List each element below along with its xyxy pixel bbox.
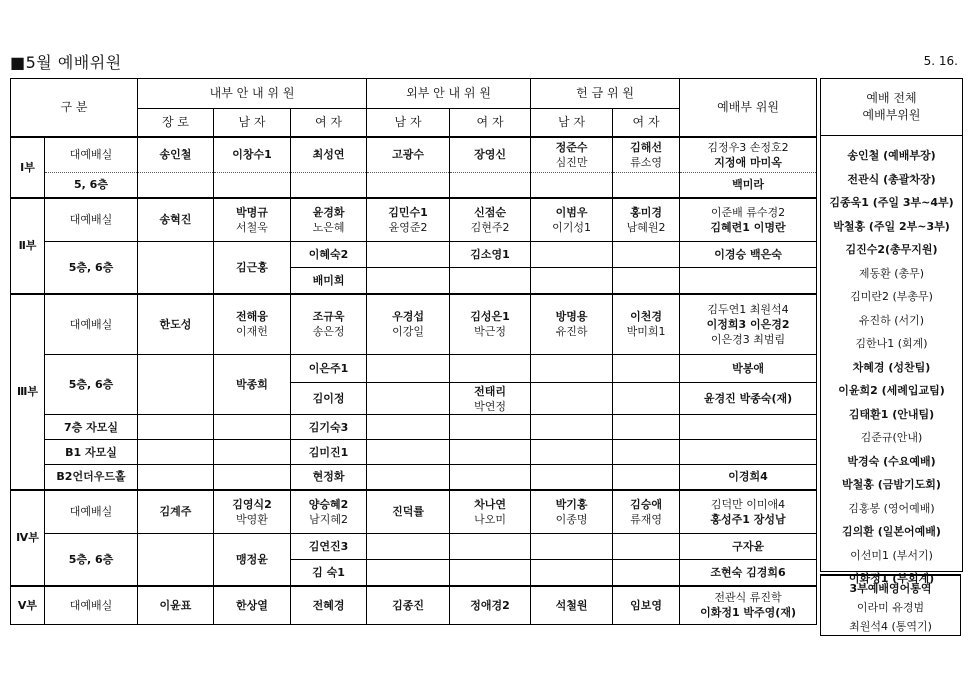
header-category: 구 분 <box>11 79 138 137</box>
committee-list-item: 이선미1 (부서기) <box>850 548 933 562</box>
committee-list-item: 김의환 (일본어예배) <box>842 525 941 538</box>
committee-list-item: 김한나1 (회계) <box>855 337 928 350</box>
inner-female-cell: 현정화 <box>291 465 367 490</box>
header-inner-female: 여 자 <box>291 109 367 137</box>
location-cell: 5층, 6층 <box>45 534 138 586</box>
outer-male-cell: 우경섭 이강일 <box>367 294 450 355</box>
offering-female-cell: 임보영 <box>613 586 680 625</box>
english-interpretation-panel <box>820 574 961 636</box>
offering-female-cell: 홍미경 남혜원2 <box>613 198 680 242</box>
inner-female-cell: 김미진1 <box>291 440 367 465</box>
header-reserve: 예배부 위원 <box>680 79 817 137</box>
outer-male-cell: 진덕률 <box>367 490 450 534</box>
service-label: Ⅴ부 <box>11 586 45 625</box>
elder-cell: 이윤표 <box>138 586 214 625</box>
inner-female-cell: 김이정 <box>291 383 367 415</box>
outer-female-cell: 장영신 <box>450 137 531 173</box>
overall-committee-header: 예배 전체 예배부위원 <box>821 79 962 136</box>
committee-list-item: 김진수2(총무지원) <box>845 243 938 256</box>
outer-male-cell: 김민수1 윤영준2 <box>367 198 450 242</box>
reserve-cell: 조현숙 김경희6 <box>680 560 817 586</box>
inner-male-cell: 박명규 서철욱 <box>214 198 291 242</box>
inner-male-cell: 박종희 <box>214 355 291 415</box>
header-inner: 내부 안 내 위 원 <box>138 79 367 109</box>
inner-female-cell: 배미희 <box>291 268 367 294</box>
committee-list-item: 박경숙 (수요예배) <box>847 454 936 468</box>
inner-female-cell: 전혜경 <box>291 586 367 625</box>
elder-cell: 송인철 <box>138 137 214 173</box>
location-cell: 대예배실 <box>45 198 138 242</box>
committee-list-item: 김태환1 (안내팀) <box>848 407 935 421</box>
inner-female-cell: 양승혜2 남지혜2 <box>291 490 367 534</box>
location-cell: 5층, 6층 <box>45 242 138 294</box>
header-offering: 헌 금 위 원 <box>531 79 680 109</box>
inner-male-cell: 김근홍 <box>214 242 291 294</box>
reserve-cell: 전관식 류진학 이화정1 박주영(재) <box>680 586 817 625</box>
outer-female-cell: 신점순 김현주2 <box>450 198 531 242</box>
header-offering-female: 여 자 <box>613 109 680 137</box>
offering-female-cell: 이천경 박미희1 <box>613 294 680 355</box>
header-outer: 외부 안 내 위 원 <box>367 79 531 109</box>
location-cell: 대예배실 <box>45 294 138 355</box>
inner-female-cell: 김연진3 <box>291 534 367 560</box>
reserve-cell: 구자윤 <box>680 534 817 560</box>
location-cell: 5층, 6층 <box>45 355 138 415</box>
committee-table <box>10 78 817 625</box>
committee-list-item: 제동환 (총무) <box>858 266 925 280</box>
overall-committee-panel <box>820 78 963 585</box>
inner-female-cell: 윤경화 노은혜 <box>291 198 367 242</box>
offering-female-cell: 김해선 류소영 <box>613 137 680 173</box>
offering-female-cell: 김승애 류재영 <box>613 490 680 534</box>
committee-list-item: 박철홍 (주일 2부~3부) <box>833 219 950 233</box>
outer-male-cell: 고광수 <box>367 137 450 173</box>
offering-male-cell: 이범우 이기성1 <box>531 198 613 242</box>
outer-female-cell: 김소영1 <box>450 242 531 268</box>
inner-male-cell: 이창수1 <box>214 137 291 173</box>
header-offering-male: 남 자 <box>531 109 613 137</box>
english-interpretation-device: 최원석4 (통역기) <box>849 620 932 633</box>
location-cell: 대예배실 <box>45 490 138 534</box>
inner-female-cell: 최성연 <box>291 137 367 173</box>
reserve-cell: 이경승 백은숙 <box>680 242 817 268</box>
location-cell: 7층 자모실 <box>45 415 138 440</box>
reserve-cell: 김정우3 손정호2 지정애 마미옥 <box>680 137 817 173</box>
header-inner-male: 남 자 <box>214 109 291 137</box>
inner-male-cell: 맹정윤 <box>214 534 291 586</box>
location-cell: B2언더우드홀 <box>45 465 138 490</box>
page-title: ■5월 예배위원 <box>10 53 122 72</box>
committee-list-item: 차혜경 (성찬팀) <box>852 360 931 374</box>
service-label: I부 <box>11 137 45 198</box>
inner-male-cell: 김영식2 박영환 <box>214 490 291 534</box>
committee-list-item: 이윤희2 (세례입교팀) <box>838 384 945 397</box>
committee-list-item: 유진하 (서기) <box>858 313 925 327</box>
offering-male-cell: 방명용 유진하 <box>531 294 613 355</box>
elder-cell: 김계주 <box>138 490 214 534</box>
location-cell: 대예배실 <box>45 137 138 173</box>
reserve-cell: 백미라 <box>680 173 817 198</box>
reserve-cell: 이준배 류수경2 김혜련1 이명란 <box>680 198 817 242</box>
reserve-cell: 윤경진 박종숙(재) <box>680 383 817 415</box>
committee-list-item: 김종욱1 (주일 3부~4부) <box>829 196 954 209</box>
inner-female-cell: 이은주1 <box>291 355 367 383</box>
committee-list-item: 김미란2 (부총무) <box>850 290 933 303</box>
committee-list-item: 전관식 (총괄차장) <box>847 172 936 186</box>
outer-female-cell: 전태리 박연정 <box>450 383 531 415</box>
location-cell: 대예배실 <box>45 586 138 625</box>
inner-female-cell: 김기숙3 <box>291 415 367 440</box>
english-interpretation-title: 3부예배영어통역 <box>849 582 932 595</box>
overall-committee-list <box>821 136 962 585</box>
service-label: Ⅱ부 <box>11 198 45 294</box>
date-label: 5. 16. <box>923 54 958 68</box>
outer-female-cell: 김성은1 박근정 <box>450 294 531 355</box>
offering-male-cell: 정준수 심진만 <box>531 137 613 173</box>
outer-female-cell: 정애경2 <box>450 586 531 625</box>
reserve-cell: 김두연1 최원석4 이정희3 이은경2 이은경3 최범림 <box>680 294 817 355</box>
reserve-cell: 김덕만 이미애4 홍성주1 장성남 <box>680 490 817 534</box>
committee-list-item: 이화정1 (부회계) <box>848 572 935 585</box>
offering-male-cell: 석철원 <box>531 586 613 625</box>
location-cell: B1 자모실 <box>45 440 138 465</box>
committee-list-item: 김준규(안내) <box>860 431 923 444</box>
service-label: Ⅲ부 <box>11 294 45 490</box>
inner-female-cell: 이혜숙2 <box>291 242 367 268</box>
inner-female-cell: 조규욱 송은정 <box>291 294 367 355</box>
offering-male-cell: 박기홍 이종명 <box>531 490 613 534</box>
outer-female-cell: 차나연 나오미 <box>450 490 531 534</box>
committee-list-item: 송인철 (예배부장) <box>847 149 936 162</box>
reserve-cell: 박봉애 <box>680 355 817 383</box>
reserve-cell: 이경희4 <box>680 465 817 490</box>
header-elder: 장 로 <box>138 109 214 137</box>
committee-list-item: 박철홍 (금밤기도회) <box>842 478 941 491</box>
elder-cell: 송혁진 <box>138 198 214 242</box>
header-outer-male: 남 자 <box>367 109 450 137</box>
outer-male-cell: 김종진 <box>367 586 450 625</box>
inner-male-cell: 한상열 <box>214 586 291 625</box>
elder-cell: 한도성 <box>138 294 214 355</box>
header-outer-female: 여 자 <box>450 109 531 137</box>
english-interpretation-names: 이라미 유경범 <box>856 601 925 614</box>
inner-male-cell: 전해융 이재헌 <box>214 294 291 355</box>
committee-list-item: 김홍봉 (영어예배) <box>848 501 935 515</box>
service-label: Ⅳ부 <box>11 490 45 586</box>
inner-female-cell: 김 숙1 <box>291 560 367 586</box>
location-cell: 5, 6층 <box>45 173 138 198</box>
